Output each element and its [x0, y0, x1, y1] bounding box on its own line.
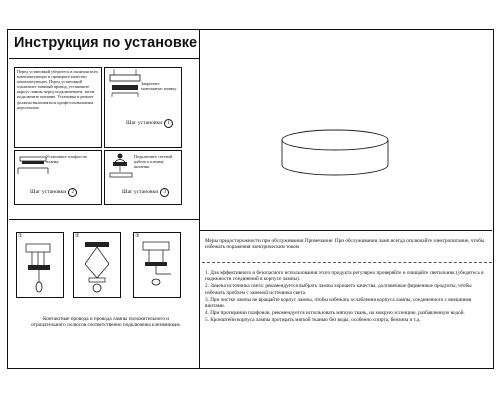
step-1-caption	[126, 119, 173, 128]
wiring-diagram-2	[73, 232, 121, 298]
note-item: 5. Кронштейн корпуса лампы протирать мягкой тканью без воды, особенно спирта, бензина и т.д.	[205, 317, 421, 324]
note-item: 2. Замена источника света: рекомендуется выбрать лампы хорошего качества, долговечные фирменные продукты, чтобы избежать проблем с заменой источника света.	[205, 283, 472, 296]
step-1-note: Закрепите монтажную планку	[141, 81, 177, 92]
maintenance-warning: Меры предосторожности при обслуживании Примечание: При обслуживании ламп всегда отключайте электропитание, чтобы избежать поражения электрическим током	[205, 238, 485, 251]
step-1-caption-text: Шаг установки	[126, 120, 163, 126]
right-section-divider	[200, 230, 492, 231]
step-3-caption	[122, 188, 169, 197]
intro-text: Перед установкой убедитесь в наличии всех комплектующих и проверьте качество комплектующих. Перед установкой отключите главный провод, установите корпус лампы перед подключением, затем подключите питание. Установка и ремонт должны выполняться профессиональным персоналом.	[17, 69, 99, 110]
step-1-number: 1	[164, 119, 173, 128]
step-1-illustration	[104, 67, 182, 117]
wiring-diagram-3	[133, 232, 181, 298]
step-2-number: 2	[68, 188, 77, 197]
wiring-diagram-1	[16, 232, 64, 298]
step-3-note: Подключите сетевой кабель к клемму питания	[134, 154, 173, 170]
note-item: 1. Для эффективного и безопасного использования этого продукта регулярно проверяйте и очищайте светильник (убедитесь в надежности соединений в корпусе лампы).	[205, 270, 484, 283]
wiring-label-2: ②	[75, 233, 80, 239]
wiring-label-3: ③	[135, 233, 140, 239]
step-3-caption-text: Шаг установки	[122, 189, 159, 195]
step-2-note: Установите плафон на планку	[46, 154, 87, 165]
notes-list	[205, 270, 490, 324]
wiring-text: Контактные провода и провода лампы положительного и отрицательного полюсов соответственно подключены клеммникам.	[31, 316, 181, 329]
step-2-caption	[30, 188, 77, 197]
lamp-illustration	[200, 30, 492, 230]
step-3-number: 3	[160, 188, 169, 197]
left-section-divider	[9, 219, 199, 220]
note-item: 4. При протирании плафонов, рекомендуется использовать мягкую ткань, на мокрую эссенцию, разбавленную водой.	[205, 310, 465, 317]
title-divider	[9, 58, 199, 59]
page-title: Инструкция по установке	[14, 35, 198, 51]
note-item: 3. При чистке лампы не вращайте корпус лампы, чтобы избежать ослабления корпуса лампы, соединенного с внешними винтами.	[205, 296, 472, 310]
wiring-label-1: ①	[18, 233, 23, 239]
step-2-caption-text: Шаг установки	[30, 189, 67, 195]
notes-divider	[202, 262, 492, 263]
